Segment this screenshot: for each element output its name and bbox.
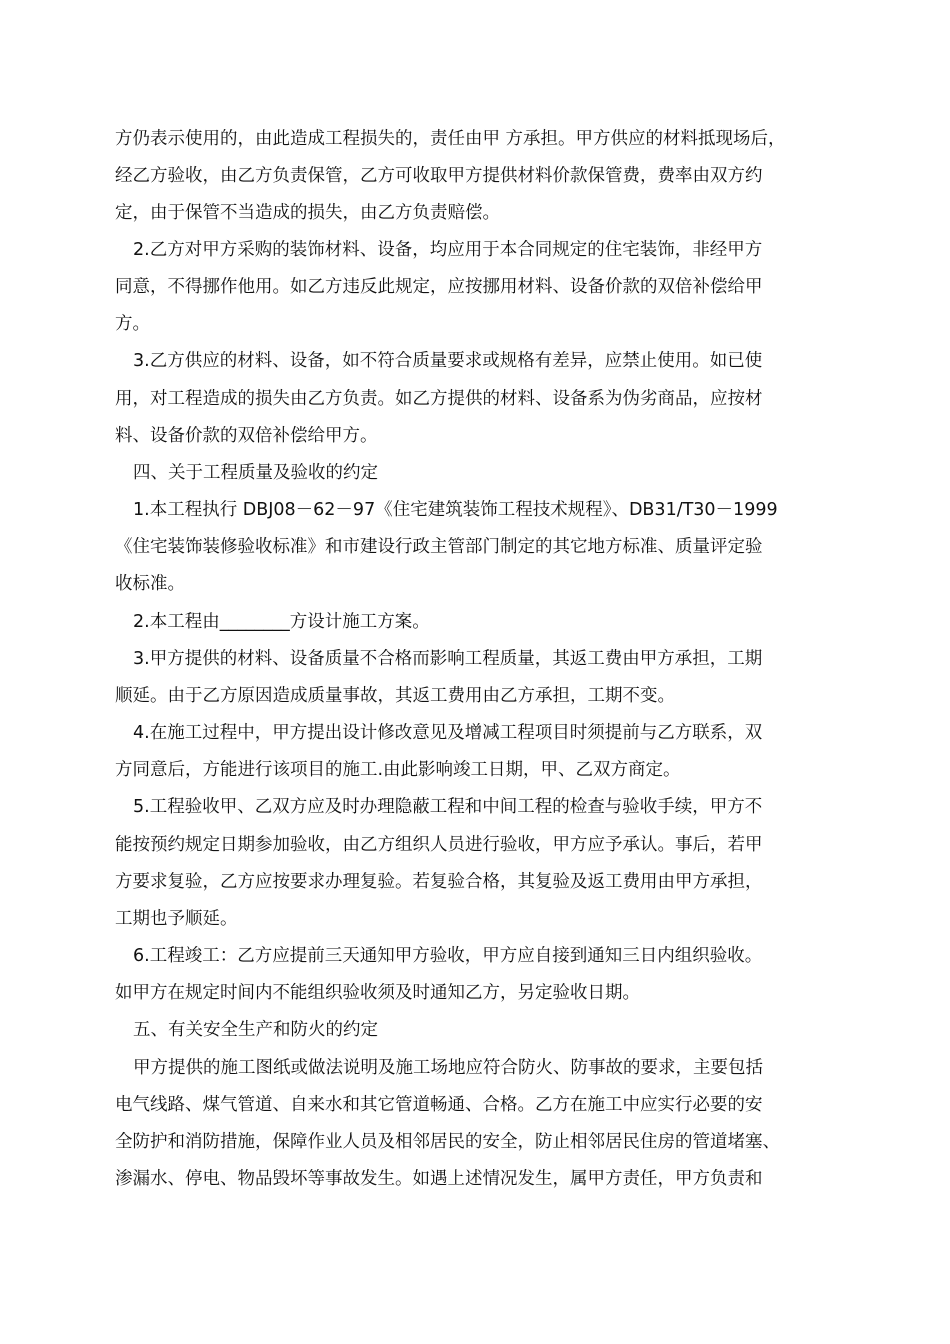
text-line: 4.在施工过程中，甲方提出设计修改意见及增减工程项目时须提前与乙方联系，双 bbox=[133, 723, 763, 743]
text-line: 方。 bbox=[115, 314, 150, 334]
text-line: 定，由于保管不当造成的损失，由乙方负责赔偿。 bbox=[115, 203, 500, 223]
text-line: 甲方提供的施工图纸或做法说明及施工场地应符合防火、防事故的要求，主要包括 bbox=[133, 1058, 763, 1078]
text-line: 《住宅装饰装修验收标准》和市建设行政主管部门制定的其它地方标准、质量评定验 bbox=[115, 537, 763, 557]
text-line: 用，对工程造成的损失由乙方负责。如乙方提供的材料、设备系为伪劣商品，应按材 bbox=[115, 389, 763, 409]
text-line: 3.乙方供应的材料、设备，如不符合质量要求或规格有差异，应禁止使用。如已使 bbox=[133, 351, 763, 371]
section-heading: 五、有关安全生产和防火的约定 bbox=[133, 1020, 378, 1040]
text-line: 能按预约规定日期参加验收，由乙方组织人员进行验收，甲方应予承认。事后，若甲 bbox=[115, 835, 763, 855]
text-line: 同意，不得挪作他用。如乙方违反此规定，应按挪用材料、设备价款的双倍补偿给甲 bbox=[115, 277, 763, 297]
text-line: 3.甲方提供的材料、设备质量不合格而影响工程质量，其返工费由甲方承担，工期 bbox=[133, 649, 763, 669]
text-line: 收标准。 bbox=[115, 574, 185, 594]
text-line: 方同意后，方能进行该项目的施工.由此影响竣工日期，甲、乙双方商定。 bbox=[115, 760, 681, 780]
section-heading: 四、关于工程质量及验收的约定 bbox=[133, 463, 378, 483]
text-line: 方仍表示使用的，由此造成工程损失的，责任由甲 方承担。甲方供应的材料抵现场后， bbox=[115, 129, 786, 149]
text-line: 料、设备价款的双倍补偿给甲方。 bbox=[115, 426, 378, 446]
text-line: 电气线路、煤气管道、自来水和其它管道畅通、合格。乙方在施工中应实行必要的安 bbox=[115, 1095, 763, 1115]
text-line: 6.工程竣工：乙方应提前三天通知甲方验收，甲方应自接到通知三日内组织验收。 bbox=[133, 946, 763, 966]
text-line: 2.乙方对甲方采购的装饰材料、设备，均应用于本合同规定的住宅装饰，非经甲方 bbox=[133, 240, 763, 260]
text-line: 全防护和消防措施，保障作业人员及相邻居民的安全，防止相邻居民住房的管道堵塞、 bbox=[115, 1132, 780, 1152]
text-line: 5.工程验收甲、乙双方应及时办理隐蔽工程和中间工程的检查与验收手续，甲方不 bbox=[133, 797, 763, 817]
text-line: 顺延。由于乙方原因造成质量事故，其返工费用由乙方承担，工期不变。 bbox=[115, 686, 675, 706]
text-line: 2.本工程由________方设计施工方案。 bbox=[133, 612, 430, 632]
text-line: 渗漏水、停电、物品毁坏等事故发生。如遇上述情况发生，属甲方责任，甲方负责和 bbox=[115, 1169, 763, 1189]
text-line: 1.本工程执行 DBJ08－62－97《住宅建筑装饰工程技术规程》、DB31/T30－1999 bbox=[133, 500, 778, 520]
text-line: 如甲方在规定时间内不能组织验收须及时通知乙方，另定验收日期。 bbox=[115, 983, 640, 1003]
text-line: 工期也予顺延。 bbox=[115, 909, 238, 929]
text-line: 经乙方验收，由乙方负责保管，乙方可收取甲方提供材料价款保管费，费率由双方约 bbox=[115, 166, 763, 186]
text-line: 方要求复验，乙方应按要求办理复验。若复验合格，其复验及返工费用由甲方承担， bbox=[115, 872, 763, 892]
